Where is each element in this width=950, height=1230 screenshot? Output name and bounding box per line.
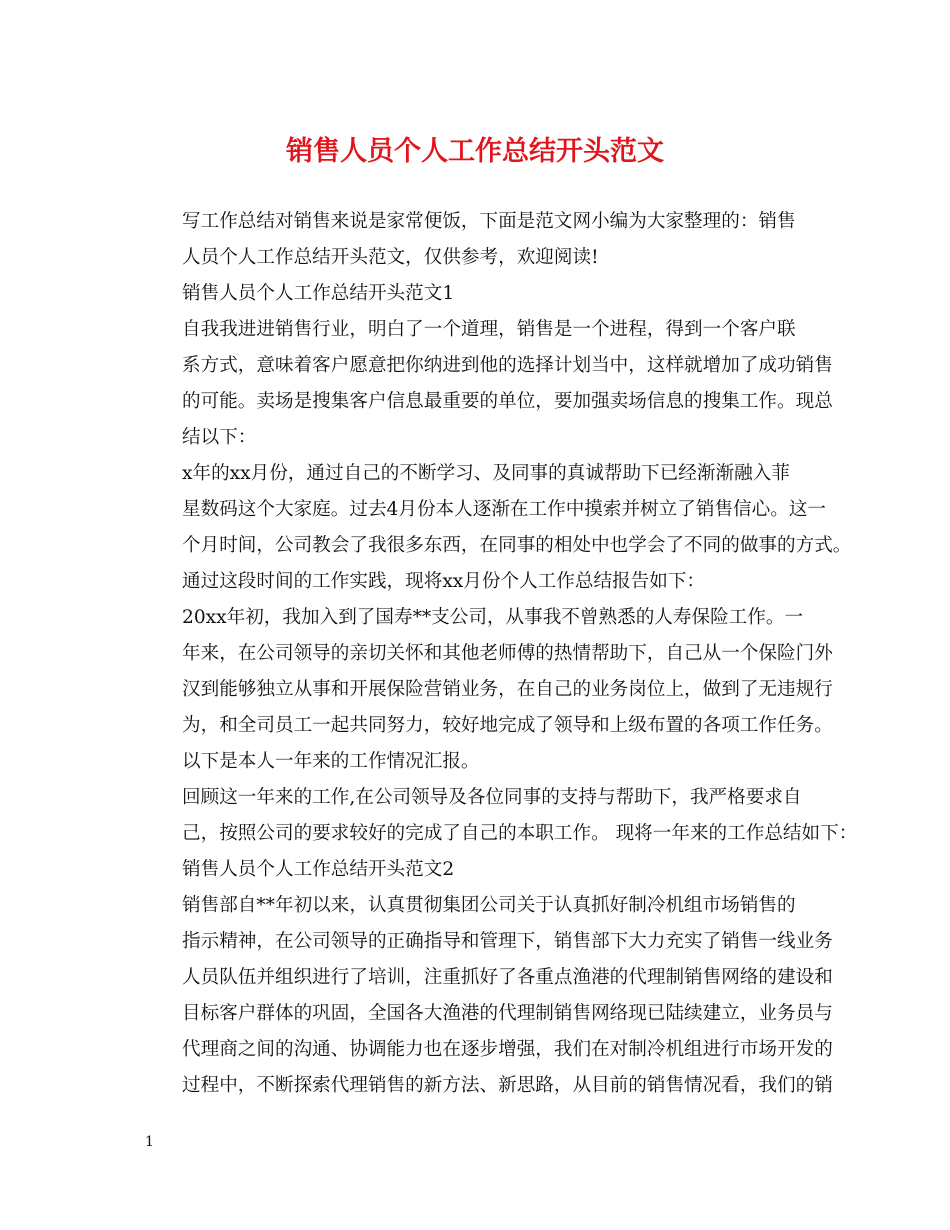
text-line: 系方式，意味着客户愿意把你纳进到他的选择计划当中，这样就增加了成功销售	[182, 355, 833, 376]
text-line: 为，和全司员工一起共同努力，较好地完成了领导和上级布置的各项工作任务。	[182, 715, 833, 736]
text-line: 的可能。卖场是搜集客户信息最重要的单位，要加强卖场信息的搜集工作。现总	[182, 391, 833, 412]
page-number: 1	[145, 1134, 154, 1150]
text-line: 代理商之间的沟通、协调能力也在逐步增强，我们在对制冷机组进行市场开发的	[182, 1039, 833, 1060]
text-line: 指示精神，在公司领导的正确指导和管理下，销售部下大力充实了销售一线业务	[182, 931, 833, 952]
text-line: 回顾这一年来的工作,在公司领导及各位同事的支持与帮助下，我严格要求自	[182, 787, 802, 808]
text-line: 通过这段时间的工作实践，现将xx月份个人工作总结报告如下：	[182, 571, 706, 592]
paragraph-3	[145, 600, 833, 780]
text-line: 目标客户群体的巩固，全国各大渔港的代理制销售网络现已陆续建立，业务员与	[182, 1003, 833, 1024]
text-line: x年的xx月份，通过自己的不断学习、及同事的真诚帮助下已经渐渐融入菲	[182, 463, 790, 484]
document-title: 销售人员个人工作总结开头范文	[286, 136, 664, 167]
text-line: 人员队伍并组织进行了培训，注重抓好了各重点渔港的代理制销售网络的建设和	[182, 967, 833, 988]
section-heading-2	[145, 852, 805, 888]
text-line: 个月时间，公司教会了我很多东西，在同事的相处中也学会了不同的做事的方式。	[182, 535, 852, 556]
paragraph-1	[145, 312, 833, 456]
text-line: 人员个人工作总结开头范文，仅供参考，欢迎阅读!	[182, 247, 599, 268]
paragraph-2	[145, 456, 852, 600]
text-line: 结以下：	[182, 427, 257, 448]
text-line: 20xx年初，我加入到了国寿**支公司，从事我不曾熟悉的人寿保险工作。一	[182, 607, 804, 628]
text-line: 己，按照公司的要求较好的完成了自己的本职工作。 现将一年来的工作总结如下：	[182, 823, 858, 844]
paragraph-4	[145, 780, 858, 852]
paragraph-5	[145, 888, 833, 1104]
text-line: 星数码这个大家庭。过去4月份本人逐渐在工作中摸索并树立了销售信心。这一	[182, 499, 827, 520]
document-body	[145, 204, 858, 1104]
text-line: 自我我进进销售行业，明白了一个道理，销售是一个进程，得到一个客户联	[182, 319, 796, 340]
text-line: 销售部自**年初以来，认真贯彻集团公司关于认真抓好制冷机组市场销售的	[182, 895, 796, 916]
text-line: 销售人员个人工作总结开头范文1	[182, 283, 455, 304]
text-line: 写工作总结对销售来说是家常便饭，下面是范文网小编为大家整理的：销售	[182, 211, 796, 232]
section-heading-1	[145, 276, 805, 312]
text-line: 过程中，不断探索代理销售的新方法、新思路，从目前的销售情况看，我们的销	[182, 1075, 833, 1096]
text-line: 销售人员个人工作总结开头范文2	[182, 859, 455, 880]
text-line: 以下是本人一年来的工作情况汇报。	[182, 751, 480, 772]
text-line: 年来，在公司领导的亲切关怀和其他老师傅的热情帮助下，自己从一个保险门外	[182, 643, 833, 664]
text-line: 汉到能够独立从事和开展保险营销业务，在自己的业务岗位上，做到了无违规行	[182, 679, 833, 700]
paragraph-intro	[145, 204, 805, 276]
